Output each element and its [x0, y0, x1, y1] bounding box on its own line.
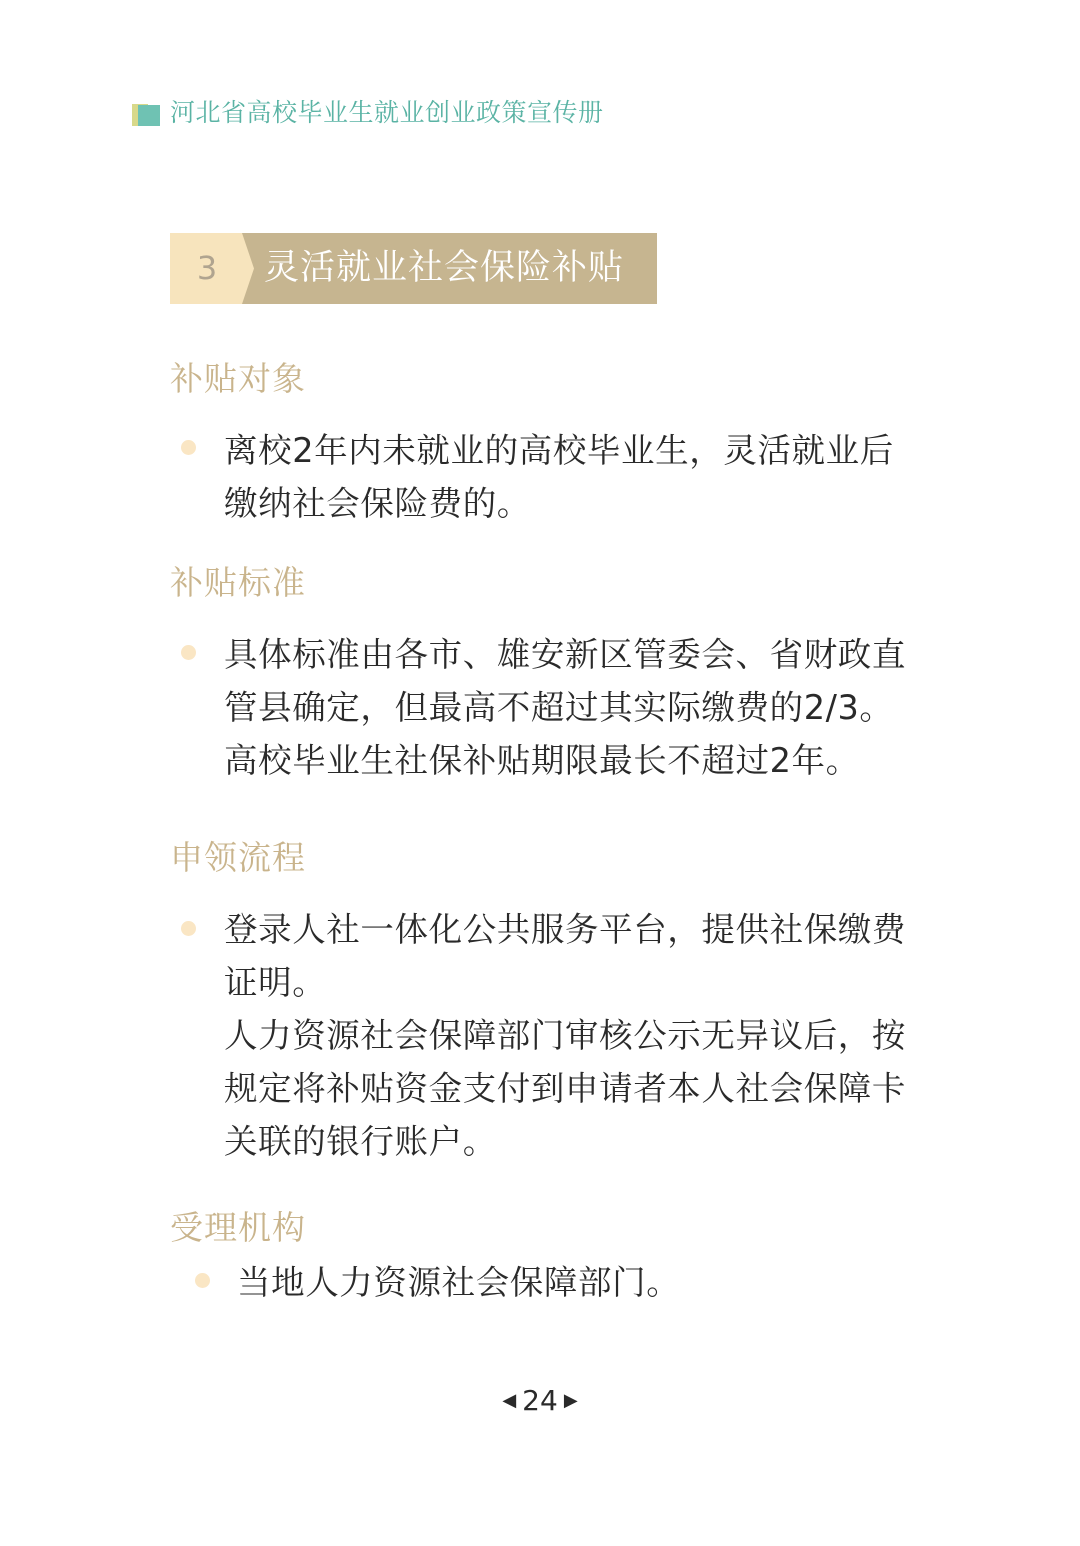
paragraph-line: 离校2年内未就业的高校毕业生，灵活就业后 [224, 431, 894, 470]
subheading-process: 申领流程 [170, 838, 306, 877]
paragraph-line: 登录人社一体化公共服务平台，提供社保缴费 [224, 910, 906, 949]
booklet-header [132, 92, 604, 132]
bullet-dot [195, 1273, 210, 1288]
paragraph-line: 管县确定，但最高不超过其实际缴费的2/3。 [224, 688, 894, 727]
section-banner [170, 233, 657, 304]
subheading-agency: 受理机构 [170, 1208, 306, 1247]
paragraph-line: 高校毕业生社保补贴期限最长不超过2年。 [224, 741, 860, 780]
subheading-target: 补贴对象 [170, 359, 306, 398]
paragraph-agency [237, 1256, 977, 1309]
triangle-right-icon[interactable]: ▶ [563, 1389, 578, 1411]
paragraph-line: 具体标准由各市、雄安新区管委会、省财政直 [224, 635, 906, 674]
paragraph-process [224, 903, 964, 1168]
subheading-standard: 补贴标准 [170, 563, 306, 602]
bullet-dot [181, 921, 196, 936]
paragraph-line: 缴纳社会保险费的。 [224, 484, 531, 523]
paragraph-target [224, 424, 964, 530]
paragraph-line: 证明。 [224, 963, 327, 1002]
booklet-title: 河北省高校毕业生就业创业政策宣传册 [170, 97, 604, 127]
section-number: 3 [196, 249, 218, 287]
paragraph-line: 当地人力资源社会保障部门。 [237, 1263, 681, 1302]
header-squares-icon [132, 97, 162, 127]
page-number: 24 [522, 1384, 558, 1417]
triangle-left-icon[interactable]: ◀ [502, 1389, 517, 1411]
paragraph-line: 规定将补贴资金支付到申请者本人社会保障卡 [224, 1069, 906, 1108]
paragraph-line: 关联的银行账户。 [224, 1122, 497, 1161]
bullet-dot [181, 440, 196, 455]
page-number-nav [0, 1384, 1080, 1417]
paragraph-standard [224, 628, 964, 787]
paragraph-line: 人力资源社会保障部门审核公示无异议后，按 [224, 1016, 906, 1055]
bullet-dot [181, 645, 196, 660]
section-title: 灵活就业社会保险补贴 [264, 248, 625, 288]
